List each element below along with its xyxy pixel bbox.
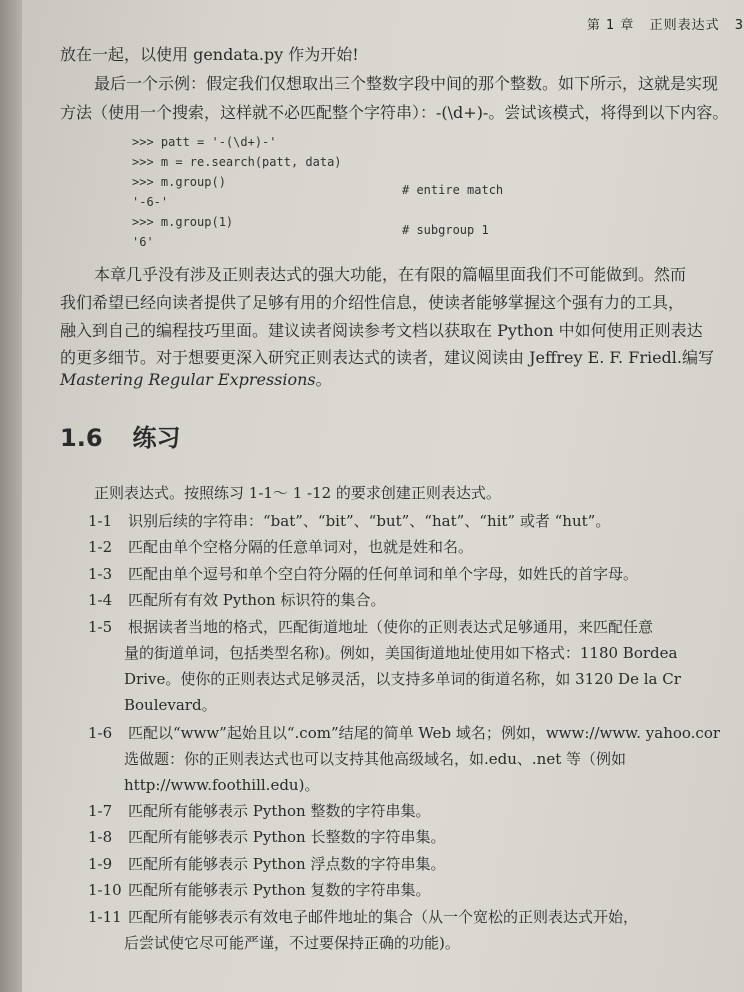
exercise-number: 1-6 (88, 724, 113, 742)
paragraph-line: 方法（使用一个搜索，这样就不必匹配整个字符串）：-(\d+)-。尝试该模式，将得到以下内容。 (60, 103, 729, 122)
code-text: >>> m.group() (132, 175, 226, 189)
section-title: 练习 (132, 424, 181, 452)
exercise-item (88, 614, 653, 641)
exercise-text: 匹配由单个空格分隔的任意单词对，也就是姓和名。 (128, 538, 474, 556)
exercise-item (88, 824, 446, 851)
exercise-number: 1-3 (88, 565, 113, 583)
exercise-text: 匹配所有能够表示 Python 浮点数的字符串集。 (128, 855, 446, 873)
exercise-continuation: 量的街道单词，包括类型名称)。例如，美国街道地址使用如下格式：1180 Bordea (124, 644, 678, 662)
exercise-number: 1-2 (88, 538, 113, 556)
punctuation: 。 (315, 370, 332, 389)
exercise-number: 1-5 (88, 618, 113, 636)
exercise-text: 根据读者当地的格式，匹配街道地址（使你的正则表达式足够通用，来匹配任意 (128, 618, 654, 636)
code-line (132, 212, 489, 237)
code-line: '-6-' (132, 195, 169, 209)
section-number: 1.6 (60, 424, 103, 452)
exercise-text: 匹配所有能够表示有效电子邮件地址的集合（从一个宽松的正则表达式开始， (128, 908, 639, 926)
exercise-text: 匹配所有能够表示 Python 整数的字符串集。 (128, 802, 431, 820)
exercise-continuation: Boulevard。 (124, 696, 217, 714)
exercise-number: 1-9 (88, 855, 113, 873)
exercise-number: 1-8 (88, 828, 113, 846)
exercise-text: 匹配所有能够表示 Python 复数的字符串集。 (128, 881, 431, 899)
exercise-item (88, 587, 385, 614)
exercise-text: 匹配以“www”起始且以“.com”结尾的简单 Web 域名；例如，www://www. yahoo.cor (128, 724, 721, 742)
book-title: Mastering Regular Expressions (60, 370, 316, 389)
exercise-continuation: http://www.foothill.edu)。 (124, 776, 320, 794)
exercise-item (88, 877, 431, 904)
exercise-item (88, 534, 473, 561)
paragraph-line: 放在一起，以使用 gendata.py 作为开始! (60, 45, 359, 64)
paragraph-line: 最后一个示例：假定我们仅想取出三个整数字段中间的那个整数。如下所示，这就是实现 (94, 74, 719, 93)
exercise-text: 匹配所有有效 Python 标识符的集合。 (128, 591, 386, 609)
code-line: >>> patt = '-(\d+)-' (132, 135, 277, 149)
paragraph-line: 我们希望已经向读者提供了足够有用的介绍性信息，使读者能够掌握这个强有力的工具， (60, 293, 685, 312)
exercise-text: 识别后续的字符串：“bat”、“bit”、“but”、“hat”、“hit” 或者 “hut”。 (128, 512, 611, 530)
exercise-number: 1-10 (88, 881, 122, 899)
chapter-title: 正则表达式 (649, 18, 720, 33)
page-number-fragment: 3 (734, 18, 744, 33)
book-spine (0, 0, 22, 992)
paragraph-line: 的更多细节。对于想要更深入研究正则表达式的读者，建议阅读由 Jeffrey E. F. Friedl.编写 (60, 348, 714, 367)
exercise-number: 1-1 (88, 512, 113, 530)
exercise-number: 1-7 (88, 802, 113, 820)
code-line: '6' (132, 235, 154, 249)
exercise-text: 匹配由单个逗号和单个空白符分隔的任何单词和单个字母，如姓氏的首字母。 (128, 565, 639, 583)
chapter-number: 第 1 章 (586, 18, 635, 33)
exercise-number: 1-4 (88, 591, 113, 609)
exercise-continuation: 后尝试使它尽可能严谨，不过要保持正确的功能)。 (124, 934, 460, 952)
exercise-text: 匹配所有能够表示 Python 长整数的字符串集。 (128, 828, 446, 846)
paragraph-line: 本章几乎没有涉及正则表达式的强大功能，在有限的篇幅里面我们不可能做到。然而 (94, 265, 687, 284)
book-page (22, 0, 744, 992)
paragraph-line (60, 367, 332, 393)
exercise-continuation: Drive。使你的正则表达式足够灵活，以支持多单词的街道名称，如 3120 De la Cr (124, 670, 681, 688)
exercise-item (88, 508, 610, 535)
code-line: >>> m = re.search(patt, data) (132, 155, 342, 169)
exercise-item (88, 904, 638, 931)
exercise-number: 1-11 (88, 908, 122, 926)
code-comment: # entire match (402, 183, 504, 197)
exercise-continuation: 选做题：你的正则表达式也可以支持其他高级域名，如.edu、.net 等（例如 (124, 750, 627, 768)
paragraph-line: 融入到自己的编程技巧里面。建议读者阅读参考文档以获取在 Python 中如何使用正则表达 (60, 321, 703, 340)
code-comment: # subgroup 1 (402, 223, 489, 237)
section-heading (60, 418, 181, 453)
code-block (132, 132, 504, 252)
exercise-intro: 正则表达式。按照练习 1-1～ 1 -12 的要求创建正则表达式。 (94, 484, 501, 502)
running-header (587, 14, 744, 33)
exercise-item (88, 798, 431, 825)
code-line (132, 172, 504, 197)
exercise-item (88, 720, 720, 747)
exercise-item (88, 851, 446, 878)
exercise-item (88, 561, 638, 588)
code-text: >>> m.group(1) (132, 215, 234, 229)
